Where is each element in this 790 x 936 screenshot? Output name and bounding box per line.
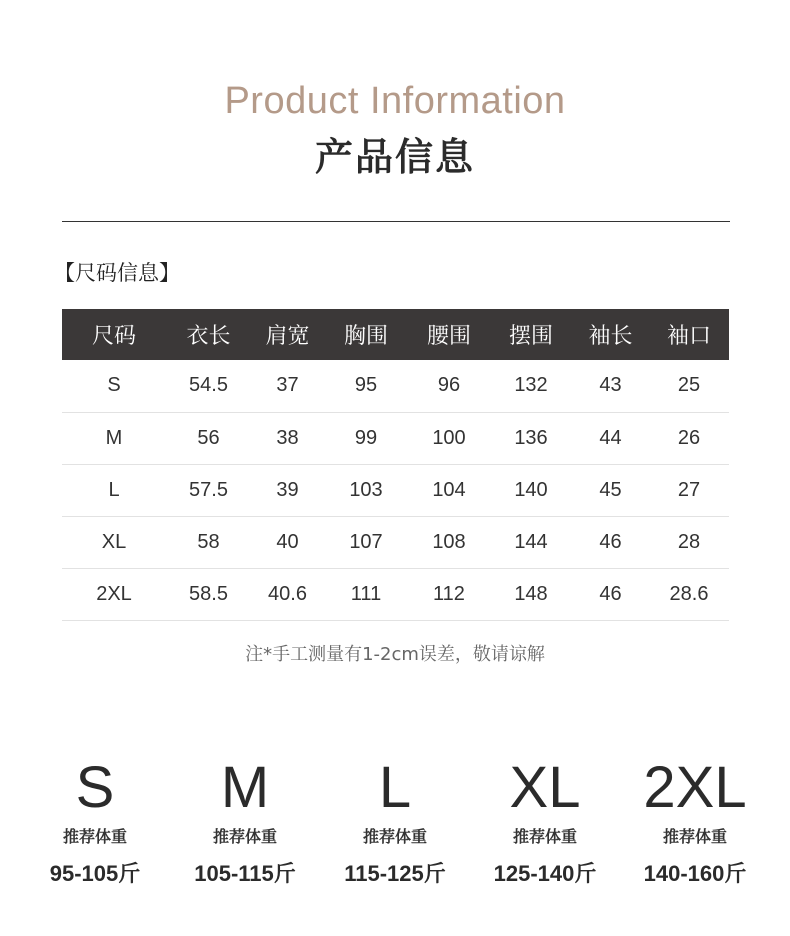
size-chart-table [62,309,729,621]
weight-label: 推荐体重 [362,827,427,846]
cell-size: L [62,464,166,516]
header-cuff: 袖口 [666,324,711,349]
weight-range: 140-160斤 [643,861,747,886]
cell-value: 57.5 [166,464,251,516]
header-size: 尺码 [91,324,136,349]
weight-range: 95-105斤 [49,861,141,886]
header-hem: 摆围 [508,324,553,349]
weight-label: 推荐体重 [212,827,277,846]
cell-value: 40 [251,516,324,568]
table-row [62,516,729,568]
weight-item [20,752,170,888]
header-length: 衣长 [186,324,231,349]
weight-size: L [378,755,412,820]
weight-item [620,752,770,888]
weight-label: 推荐体重 [662,827,727,846]
cell-value: 27 [649,464,729,516]
cell-value: 40.6 [251,568,324,620]
cell-value: 99 [324,412,408,464]
cell-value: 44 [572,412,649,464]
header-chest: 胸围 [343,324,388,349]
cell-value: 28 [649,516,729,568]
weight-item [470,752,620,888]
title-english: Product Information [224,80,566,122]
weight-item [320,752,470,888]
header-waist: 腰围 [426,324,471,349]
weight-recommendations [20,752,770,888]
cell-value: 39 [251,464,324,516]
weight-item [170,752,320,888]
cell-value: 107 [324,516,408,568]
cell-value: 100 [408,412,490,464]
table-row [62,464,729,516]
cell-value: 103 [324,464,408,516]
cell-value: 25 [649,360,729,412]
cell-value: 95 [324,360,408,412]
cell-value: 56 [166,412,251,464]
cell-value: 38 [251,412,324,464]
cell-value: 37 [251,360,324,412]
weight-range: 125-140斤 [493,861,597,886]
section-title: 【尺码信息】 [54,261,180,285]
cell-value: 58.5 [166,568,251,620]
cell-value: 26 [649,412,729,464]
table-header-row [62,309,729,360]
cell-value: 96 [408,360,490,412]
cell-value: 58 [166,516,251,568]
cell-size: XL [62,516,166,568]
weight-size: XL [509,755,581,820]
cell-value: 104 [408,464,490,516]
weight-size: S [75,755,115,820]
weight-size: 2XL [643,755,747,820]
cell-value: 43 [572,360,649,412]
weight-range: 115-125斤 [344,861,446,886]
cell-value: 144 [490,516,572,568]
cell-value: 136 [490,412,572,464]
cell-size: M [62,412,166,464]
header-shoulder: 肩宽 [265,324,310,349]
measurement-note: 注*手工测量有1-2cm误差，敬请谅解 [245,644,545,665]
weight-range: 105-115斤 [194,861,296,886]
weight-label: 推荐体重 [62,827,127,846]
divider-line [62,221,730,222]
cell-value: 45 [572,464,649,516]
weight-label: 推荐体重 [512,827,577,846]
cell-value: 108 [408,516,490,568]
cell-value: 54.5 [166,360,251,412]
cell-size: S [62,360,166,412]
cell-value: 28.6 [649,568,729,620]
cell-value: 112 [408,568,490,620]
cell-size: 2XL [62,568,166,620]
table-row [62,412,729,464]
cell-value: 148 [490,568,572,620]
weight-size: M [220,755,270,820]
header-sleeve-length: 袖长 [588,324,633,349]
cell-value: 140 [490,464,572,516]
cell-value: 132 [490,360,572,412]
title-chinese: 产品信息 [314,135,475,179]
table-row [62,568,729,620]
cell-value: 46 [572,516,649,568]
cell-value: 111 [324,568,408,620]
cell-value: 46 [572,568,649,620]
table-row [62,360,729,412]
